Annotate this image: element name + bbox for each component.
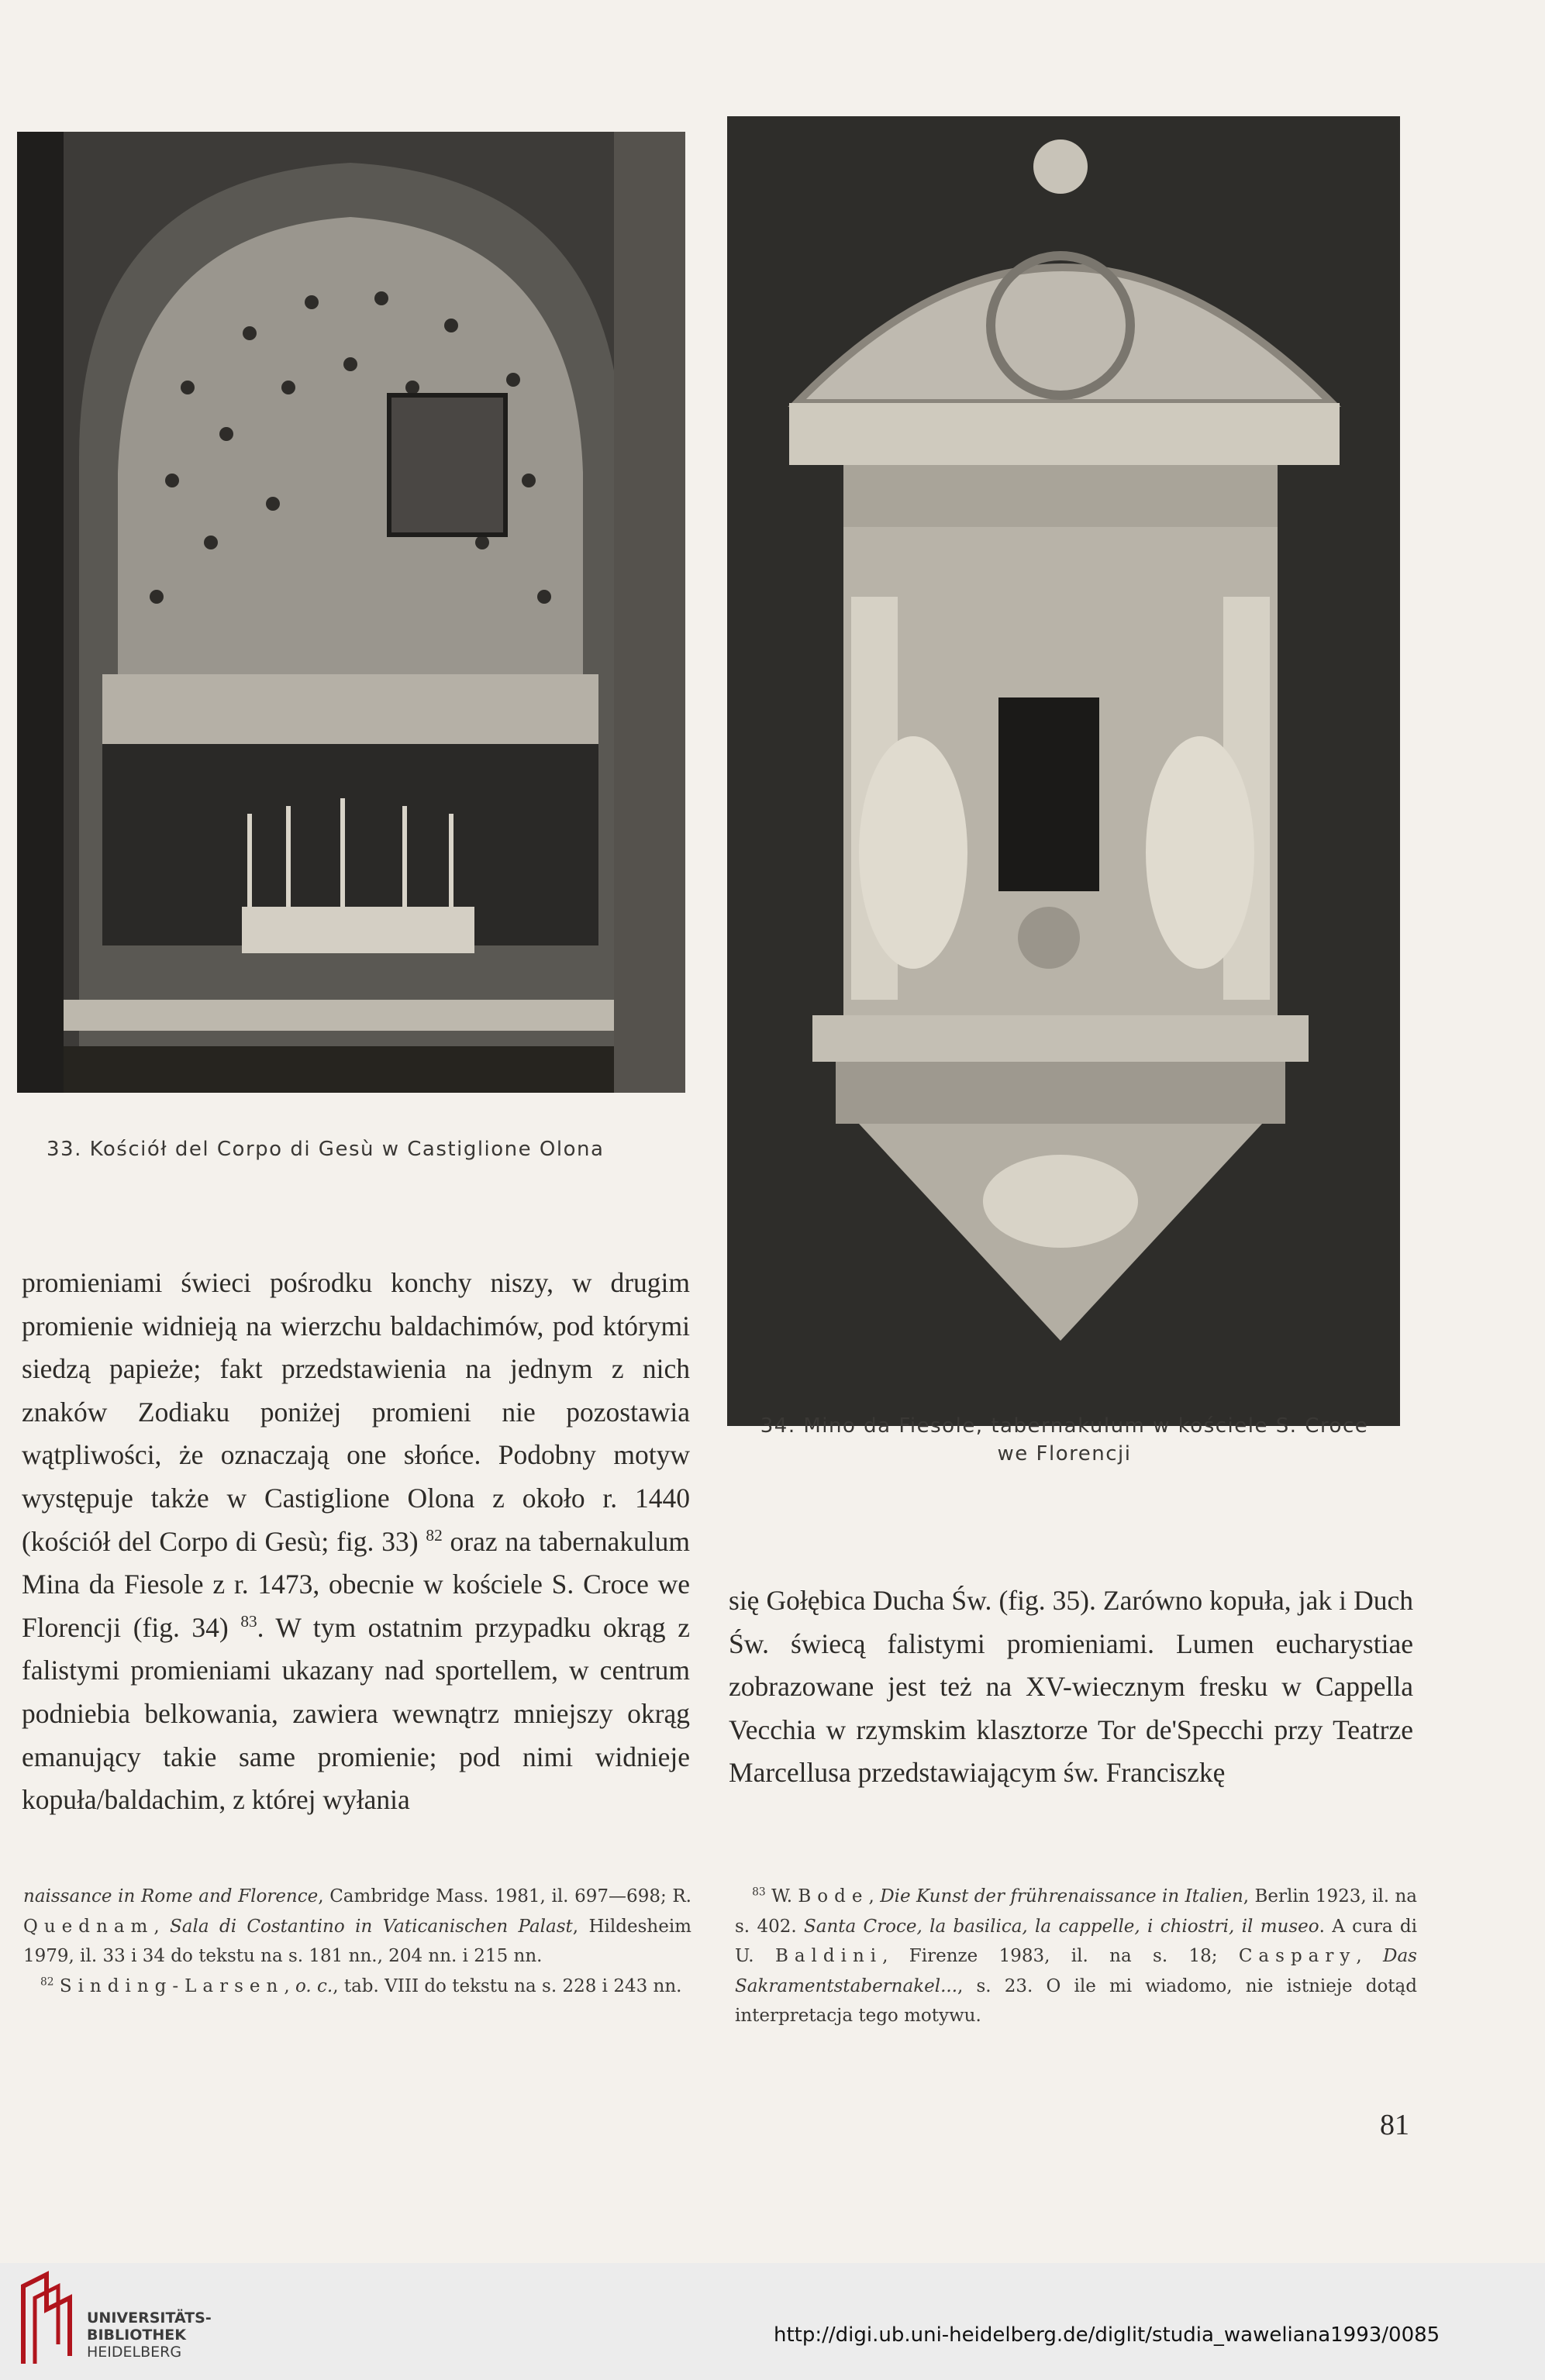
figure-34-caption-line2: we Florencji (997, 1442, 1132, 1466)
tabernacle-illustration (727, 116, 1400, 1426)
apse-illustration (17, 132, 685, 1093)
footnote-83: $^{83}$ W. Bode, Die Kunst der frührenaissance in Italien, Berlin 1923, il. na s. 402. Santa Croce, la basilica, la cappelle, i chiostri, il museo. A cura di U. Baldini, Firenze 1983, il. na s. 18; Caspary, Das Sakramentstabernakel..., s. 23. O ile mi wiadomo, nie istnieje dotąd interpretacja tego motywu. (735, 1886, 1418, 2027)
figure-34-caption (727, 1412, 1402, 1468)
footnotes-right-column (735, 1882, 1417, 2031)
figure-33-photo (17, 132, 685, 1093)
body-paragraph-right: się Gołębica Ducha Św. (fig. 35). Zarówno kopuła, jak i Duch Św. świecą falistymi promieniami. Lumen eucharystiae zobrazowane jest też na XV-wiecznym fresku w Cappella Vecchia w rzymskim klasztorze Tor de'Specchi przy Teatrze Marcellusa przedstawiającym św. Franciszkę (729, 1585, 1413, 1789)
footnote-ref-83: 83 (240, 1611, 257, 1631)
figure-34-caption-line1: 34. Mino da Fiesole, tabernakulum w kościele S. Croce (760, 1414, 1369, 1438)
page-number: 81 (1380, 2109, 1409, 2141)
figure-34-photo (727, 116, 1400, 1426)
footer-bar (0, 2263, 1545, 2380)
footnote-continued: naissance in Rome and Florence, Cambridge Mass. 1981, il. 697—698; R. Quednam, Sala di Costantino in Vaticanischen Palast, Hildesheim 1979, il. 33 i 34 do tekstu na s. 181 nn., 204 nn. i 215 nn. (23, 1886, 691, 1967)
footnote-82: $^{82}$ Sinding-Larsen, o. c., tab. VIII do tekstu na s. 228 i 243 nn. (40, 1975, 682, 1996)
library-name[interactable]: UNIVERSITÄTS- BIBLIOTHEK HEIDELBERG (87, 2309, 212, 2361)
library-logo-icon (16, 2271, 85, 2371)
footnote-ref-82: 82 (426, 1525, 443, 1545)
source-url-link[interactable]: http://digi.ub.uni-heidelberg.de/diglit/studia_waweliana1993/0085 (774, 2323, 1440, 2347)
body-text-left-column (22, 1262, 690, 1822)
body-text-right-column (729, 1579, 1413, 1795)
footnotes-left-column (23, 1882, 691, 2001)
figure-33-caption: 33. Kościół del Corpo di Gesù w Castiglione Olona (47, 1138, 605, 1161)
body-paragraph-left: promieniami świeci pośrodku konchy niszy, w drugim promienie widnieją na wierzchu baldachimów, pod którymi siedzą papieże; fakt przedstawienia na jednym z nich znaków Zodiaku poniżej promieni nie pozostawia wątpliwości, że oznaczają one słońce. Podobny motyw występuje także w Castiglione Olona z około r. 1440 (kościół del Corpo di Gesù; fig. 33) $^{82}$ oraz na tabernakulum Mina da Fiesole z r. 1473, obecnie w kościele S. Croce we Florencji (fig. 34) $^{83}$. W tym ostatnim przypadku okrąg z falistymi promieniami ukazany nad sportellem, w centrum podniebia belkowania, zawiera wewnątrz mniejszy okrąg emanujący takie same promienie; pod nimi widnieje kopuła/baldachim, z której wyłania (22, 1267, 690, 1816)
